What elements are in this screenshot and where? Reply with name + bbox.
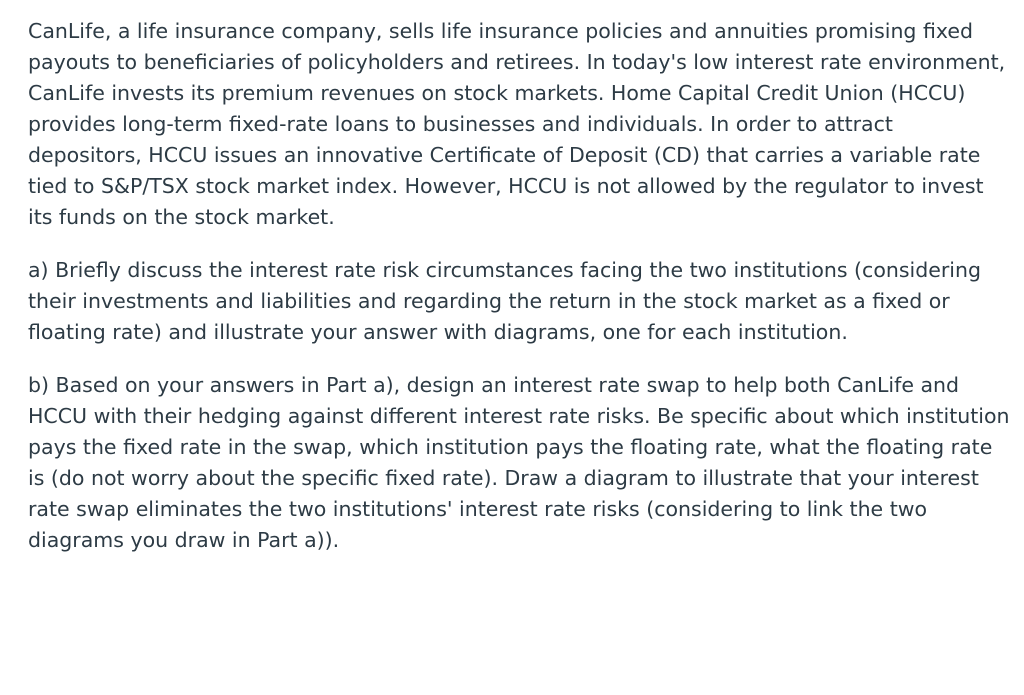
scenario-paragraph: CanLife, a life insurance company, sells life insurance policies and annuities promising fixed payouts to beneficiaries of policyholders and retirees. In today's low interest rate environment, CanLife invests its premium revenues on stock markets. Home Capital Credit Union (HCCU) provides long-term fixed-rate loans to businesses and individuals. In order to attract depositors, HCCU issues an innovative Certificate of Deposit (CD) that carries a variable rate tied to S&P/TSX stock market index. However, HCCU is not allowed by the regulator to invest its funds on the stock market. [28, 19, 1006, 229]
question-a-paragraph: a) Briefly discuss the interest rate risk circumstances facing the two institutions (considering their investments and liabilities and regarding the return in the stock market as a fixed or floating rate) and illustrate your answer with diagrams, one for each institution. [28, 258, 981, 344]
paragraph-spacer [28, 348, 1013, 370]
question-text [28, 16, 1013, 556]
paragraph-spacer [28, 233, 1013, 255]
question-b-paragraph: b) Based on your answers in Part a), design an interest rate swap to help both CanLife and HCCU with their hedging against different interest rate risks. Be specific about which institution pays the fixed rate in the swap, which institution pays the floating rate, what the floating rate is (do not worry about the specific fixed rate). Draw a diagram to illustrate that your interest rate swap eliminates the two institutions' interest rate risks (considering to link the two diagrams you draw in Part a)). [28, 373, 1010, 552]
